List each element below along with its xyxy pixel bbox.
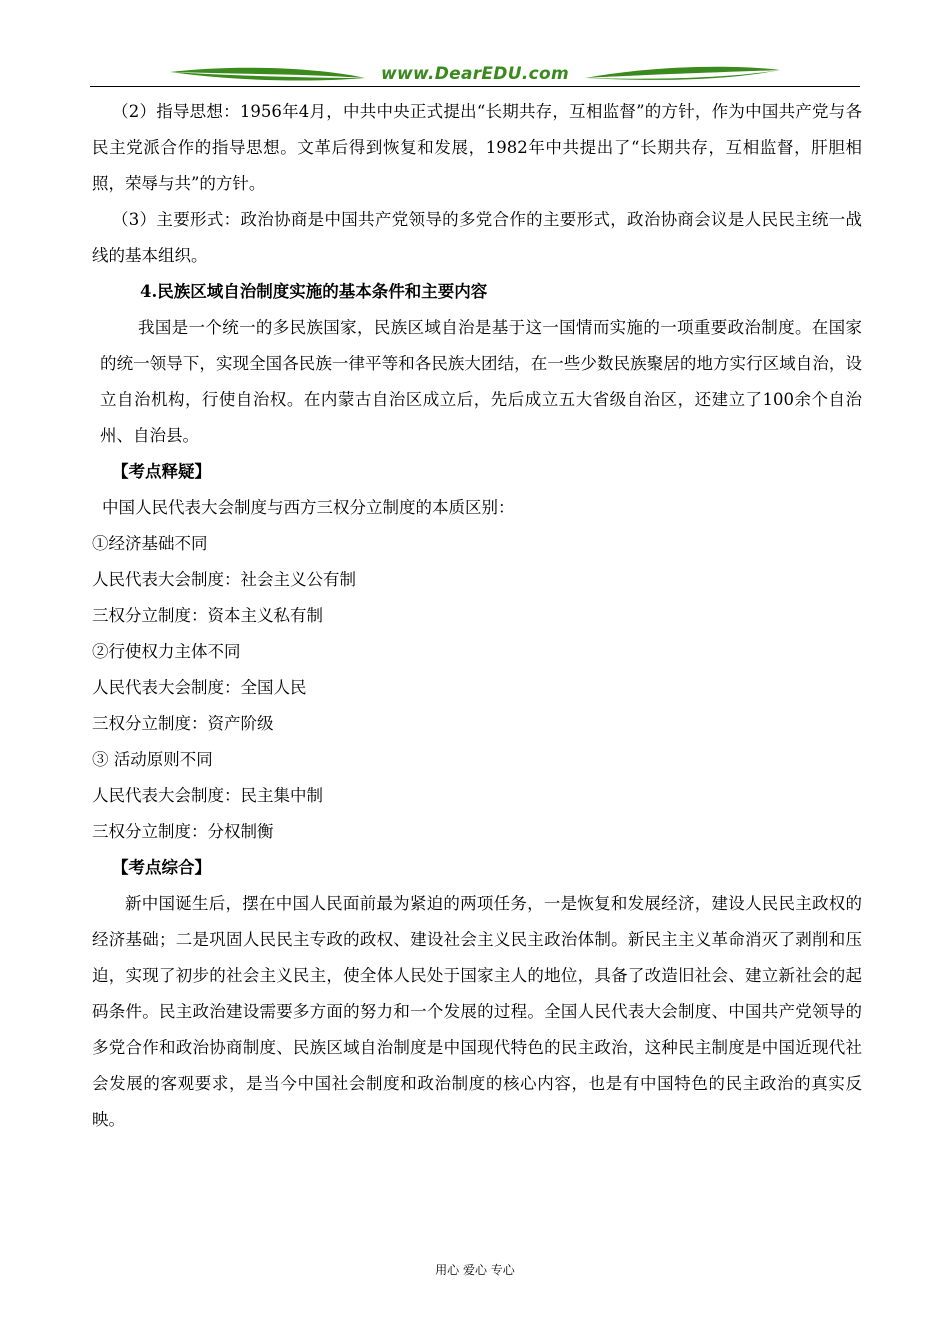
- kaodian-shiyi-heading: 【考点释疑】: [112, 462, 211, 481]
- kaodian-zonghe-heading: 【考点综合】: [112, 858, 211, 877]
- list-item: 人民代表大会制度：民主集中制: [92, 786, 323, 805]
- list-item: 三权分立制度：分权制衡: [92, 822, 274, 841]
- list-item: 三权分立制度：资产阶级: [92, 714, 274, 733]
- list-item: ③ 活动原则不同: [92, 750, 213, 769]
- kaodian-shiyi-intro: 中国人民代表大会制度与西方三权分立制度的本质区别：: [102, 498, 515, 517]
- paragraph-main-form: （3）主要形式：政治协商是中国共产党领导的多党合作的主要形式，政治协商会议是人民民主统一战线的基本组织。: [92, 210, 862, 265]
- document-body: [92, 94, 862, 1138]
- list-item: 三权分立制度：资本主义私有制: [92, 606, 323, 625]
- section-4-heading: 4.民族区域自治制度实施的基本条件和主要内容: [140, 282, 488, 301]
- list-item: ①经济基础不同: [92, 534, 208, 553]
- page-header: [90, 60, 860, 90]
- site-logo: www.DearEDU.com: [381, 64, 569, 84]
- paragraph-guiding-thought: （2）指导思想：1956年4月，中共中央正式提出“长期共存，互相监督”的方针，作为中国共产党与各民主党派合作的指导思想。文革后得到恢复和发展，1982年中共提出了“长期共存，互相监督，肝胆相照，荣辱与共”的方针。: [92, 102, 862, 193]
- page-footer: 用心 爱心 专心: [435, 1263, 515, 1277]
- header-divider: [90, 86, 860, 87]
- list-item: ②行使权力主体不同: [92, 642, 241, 661]
- paragraph-summary: 新中国诞生后，摆在中国人民面前最为紧迫的两项任务，一是恢复和发展经济，建设人民民主政权的经济基础；二是巩固人民民主专政的政权、建设社会主义民主政治体制。新民主主义革命消灭了剥削和压迫，实现了初步的社会主义民主，使全体人民处于国家主人的地位，具备了改造旧社会、建立新社会的起码条件。民主政治建设需要多方面的努力和一个发展的过程。全国人民代表大会制度、中国共产党领导的多党合作和政治协商制度、民族区域自治制度是中国现代特色的民主政治，这种民主制度是中国近现代社会发展的客观要求，是当今中国社会制度和政治制度的核心内容，也是有中国特色的民主政治的真实反映。: [92, 894, 862, 1129]
- list-item: 人民代表大会制度：社会主义公有制: [92, 570, 356, 589]
- paragraph-ethnic-autonomy: 我国是一个统一的多民族国家，民族区域自治是基于这一国情而实施的一项重要政治制度。在国家的统一领导下，实现全国各民族一律平等和各民族大团结，在一些少数民族聚居的地方实行区域自治，设立自治机构，行使自治权。在内蒙古自治区成立后，先后成立五大省级自治区，还建立了100余个自治州、自治县。: [100, 318, 862, 445]
- list-item: 人民代表大会制度：全国人民: [92, 678, 307, 697]
